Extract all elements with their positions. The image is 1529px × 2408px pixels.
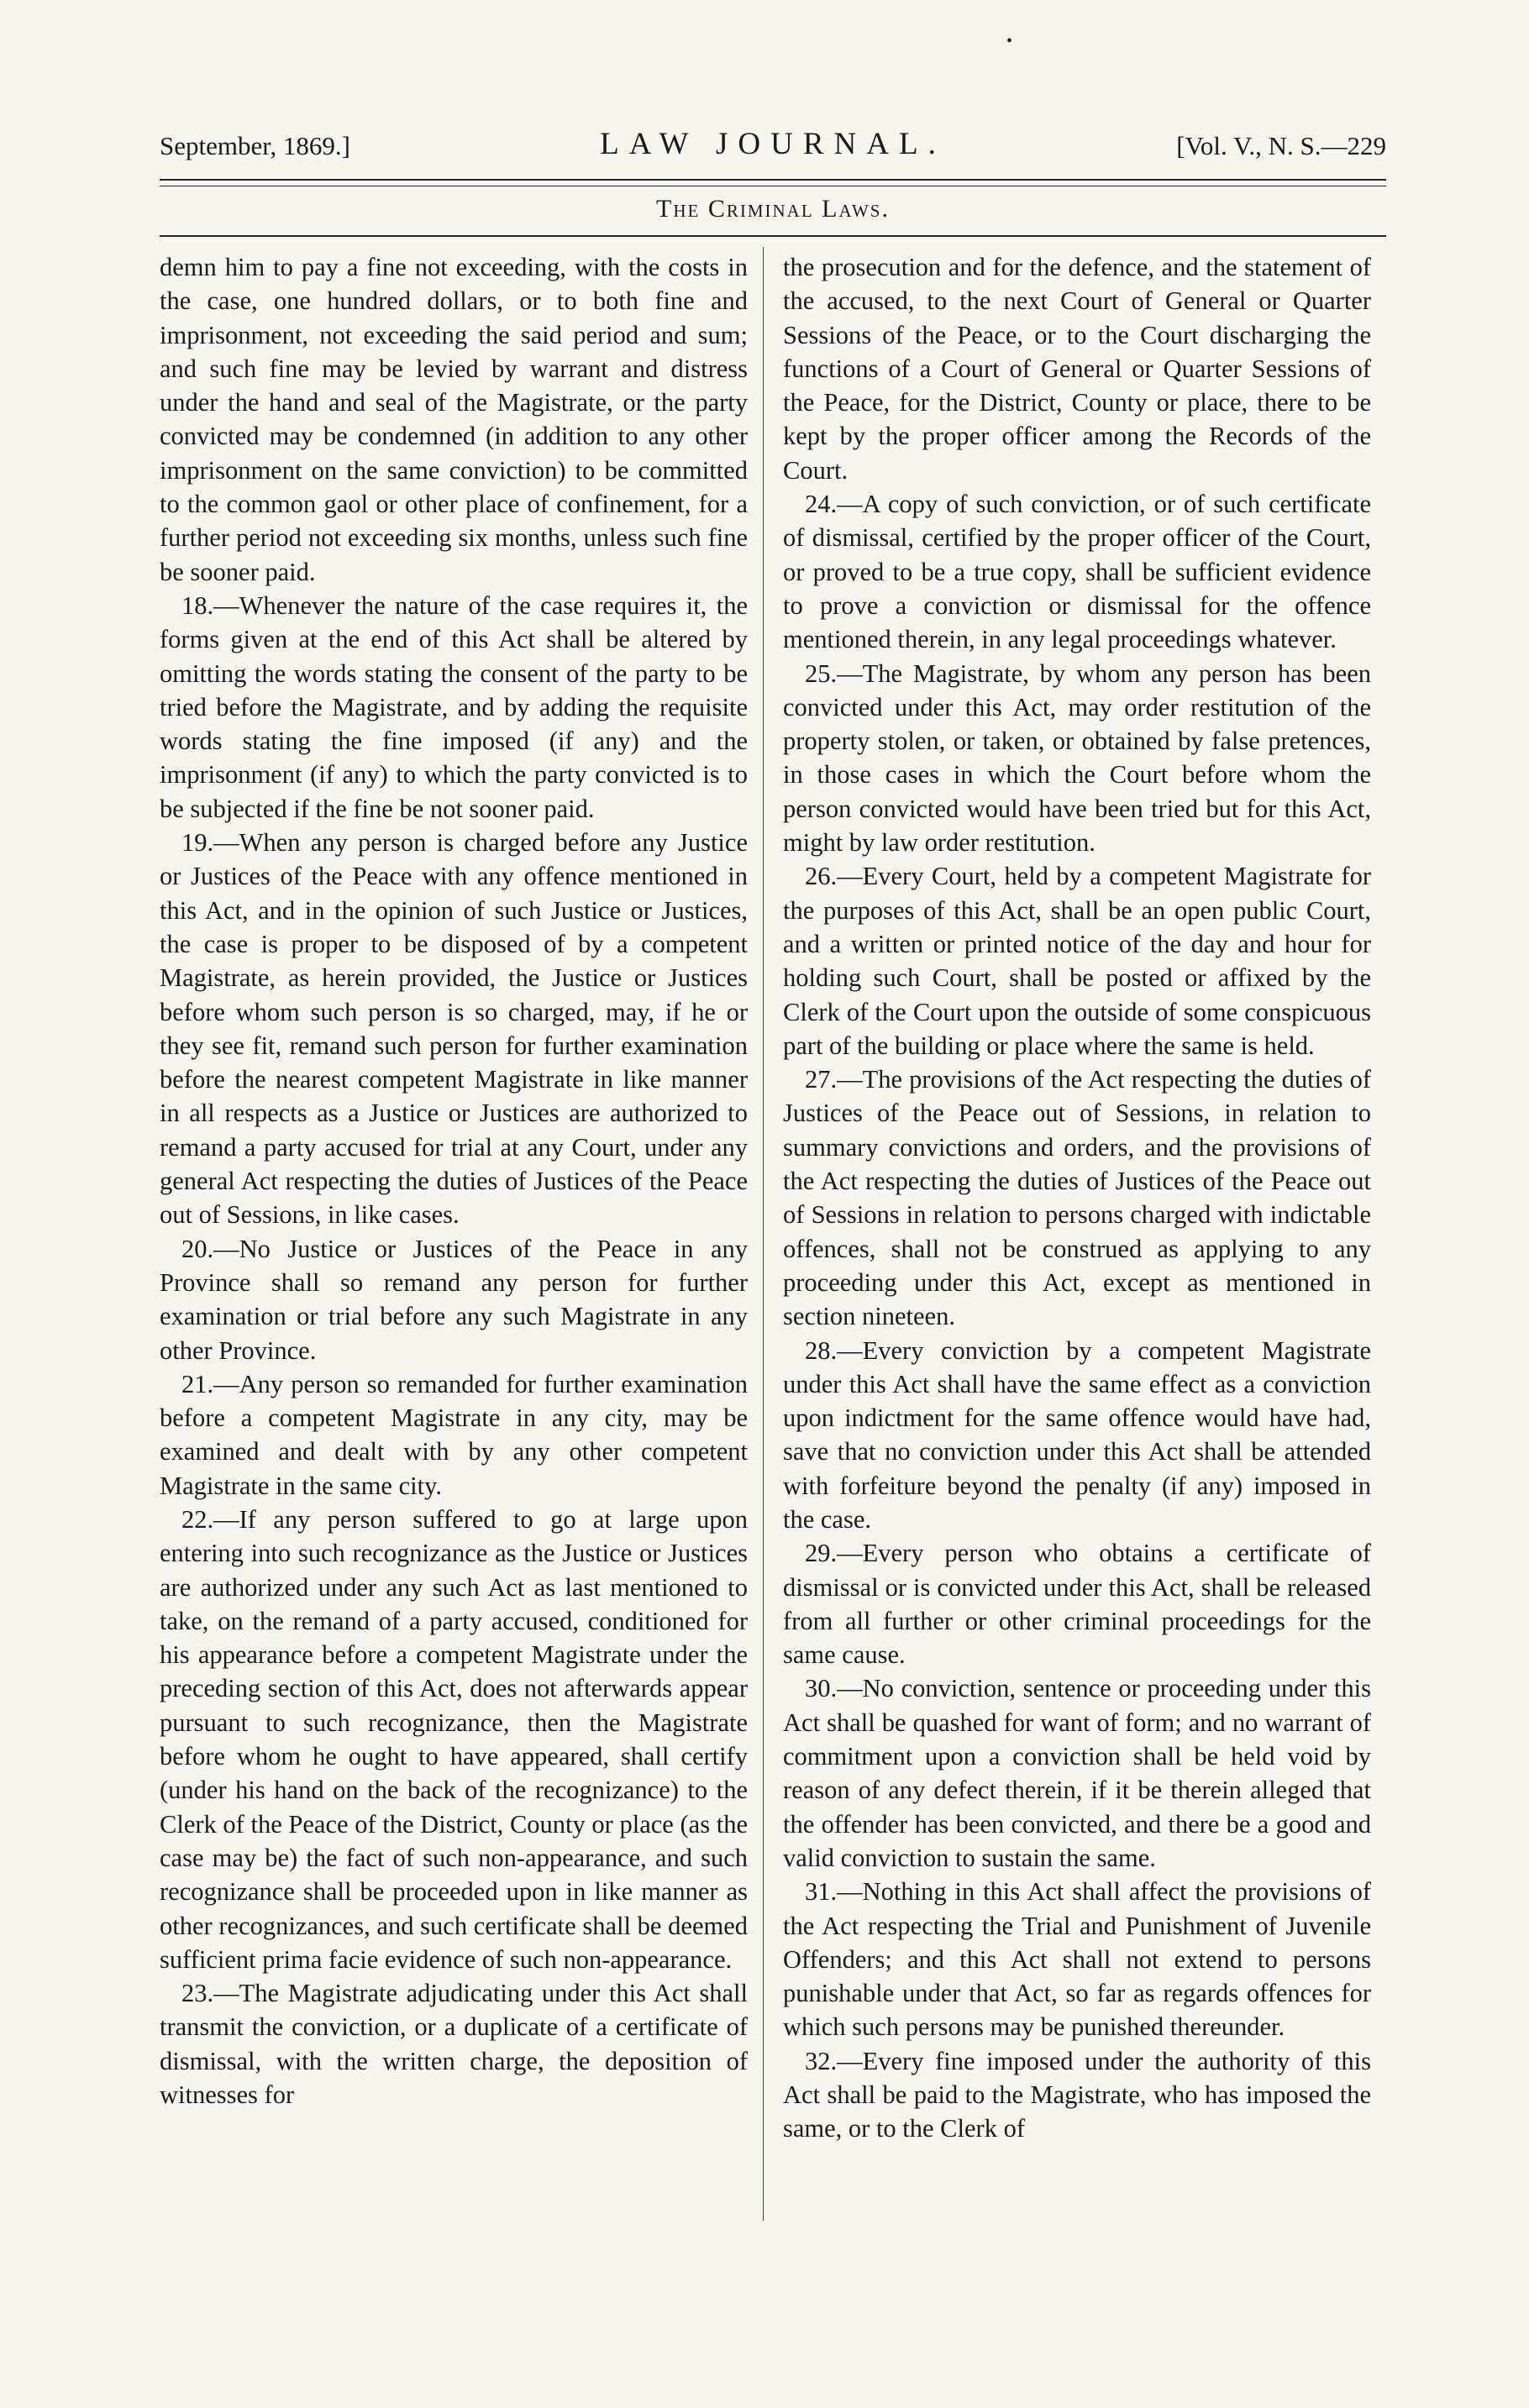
paragraph: 28.—Every conviction by a competent Magistrate under this Act shall have the same effect as a conviction upon indictment for the same offence would have had, save that no conviction under this Act shall be attended with forfeiture beyond the penalty (if any) imposed in the case. — [783, 1335, 1371, 1534]
column-divider — [763, 247, 764, 2221]
header-double-rule — [160, 179, 1386, 186]
paragraph: 32.—Every fine imposed under the authority of this Act shall be paid to the Magistrate, who has imposed the same, or to the Clerk of — [783, 2046, 1371, 2143]
paragraph: 26.—Every Court, held by a competent Magistrate for the purposes of this Act, shall be an open public Court, and a written or printed notice of the day and hour for holding such Court, shall be posted or affixed by the Clerk of the Court upon the outside of some conspicuous part of the building or place where the same is held. — [783, 862, 1371, 1060]
running-head — [160, 126, 1386, 165]
paragraph: 22.—If any person suffered to go at large upon entering into such recognizance as the Justice or Justices are authorized under any such Act as last mentioned to take, on the remand of a party accused, conditioned for his appearance before a competent Magistrate under the preceding section of this Act, does not afterwards appear pursuant to such recognizance, then the Magistrate before whom he ought to have appeared, shall certify (under his hand on the back of the recognizance) to the Clerk of the Peace of the District, County or place (as the case may be) the fact of such non-appearance, and such recognizance shall be proceeded upon in like manner as other recognizances, and such certificate shall be deemed sufficient prima facie evidence of such non-appearance. — [160, 1504, 748, 1974]
volume-page: [Vol. V., N. S.—229 — [1176, 131, 1386, 160]
paragraph: 21.—Any person so remanded for further examination before a competent Magistrate in any city, may be examined and dealt with by any other competent Magistrate in the same city. — [160, 1369, 748, 1500]
stray-mark: • — [1006, 32, 1013, 50]
paragraph: 31.—Nothing in this Act shall affect the provisions of the Act respecting the Trial and Punishment of Juvenile Offenders; and this Act shall not extend to persons punishable under that Act, so far as regards offences for which such persons may be punished thereunder. — [783, 1877, 1371, 2042]
issue-date: September, 1869.] — [160, 131, 350, 160]
paragraph: 20.—No Justice or Justices of the Peace in any Province shall so remand any person for further examination or trial before any such Magistrate in any other Province. — [160, 1234, 748, 1365]
paragraph: 25.—The Magistrate, by whom any person has been convicted under this Act, may order restitution of the property stolen, or taken, or obtained by false pretences, in those cases in which the Court before whom the person convicted would have been tried but for this Act, might by law order restitution. — [783, 658, 1371, 858]
paragraph: demn him to pay a fine not exceeding, with the costs in the case, one hundred dollars, or to both fine and imprisonment, not exceeding the said period and sum; and such fine may be levied by warrant and distress under the hand and seal of the Magistrate, or the party convicted may be condemned (in addition to any other imprisonment on the same conviction) to be committed to the common gaol or other place of confinement, for a further period not exceeding six months, unless such fine be sooner paid. — [160, 253, 748, 586]
section-title: The Criminal Laws. — [656, 195, 890, 223]
header-rule — [160, 235, 1386, 237]
paragraph: 24.—A copy of such conviction, or of such certificate of dismissal, certified by the proper officer of the Court, or proved to be a true copy, shall be sufficient evidence to prove a conviction or dismissal for the offence mentioned therein, in any legal proceedings whatever. — [783, 490, 1371, 654]
paragraph: 30.—No conviction, sentence or proceeding under this Act shall be quashed for want of form; and no warrant of commitment upon a conviction shall be held void by reason of any defect therein, if it be therein alleged that the offender has been convicted, and there be a good and valid conviction to sustain the same. — [783, 1674, 1371, 1872]
paragraph: 19.—When any person is charged before any Justice or Justices of the Peace with any offence mentioned in this Act, and in the opinion of such Justice or Justices, the case is proper to be disposed of by a competent Magistrate, as herein provided, the Justice or Justices before whom such person is so charged, may, if he or they see fit, remand such person for further examination before the nearest competent Magistrate in like manner in all respects as a Justice or Justices are authorized to remand a party accused for trial at any Court, under any general Act respecting the duties of Justices of the Peace out of Sessions, in like cases. — [160, 828, 748, 1230]
left-column — [160, 250, 748, 2112]
paragraph: 27.—The provisions of the Act respecting the duties of Justices of the Peace out of Sessions, in relation to summary convictions and orders, and the provisions of the Act respecting the duties of Justices of the Peace out of Sessions in relation to persons charged with indictable offences, shall not be construed as applying to any proceeding under this Act, except as mentioned in section nineteen. — [783, 1065, 1371, 1331]
paragraph: 29.—Every person who obtains a certificate of dismissal or is convicted under this Act, shall be released from all further or other criminal proceedings for the same cause. — [783, 1539, 1371, 1670]
right-column — [783, 250, 1371, 2146]
paragraph: 23.—The Magistrate adjudicating under this Act shall transmit the conviction, or a duplicate of a certificate of dismissal, with the written charge, the deposition of witnesses for — [160, 1979, 748, 2110]
paragraph: 18.—Whenever the nature of the case requires it, the forms given at the end of this Act shall be altered by omitting the words stating the consent of the party to be tried before the Magistrate, and by adding the requisite words stating the fine imposed (if any) and the imprisonment (if any) to which the party convicted is to be subjected if the fine be not sooner paid. — [160, 590, 748, 823]
journal-title: LAW JOURNAL. — [600, 127, 946, 161]
paragraph: the prosecution and for the defence, and the statement of the accused, to the next Court of General or Quarter Sessions of the Peace, or to the Court discharging the functions of a Court of General or Quarter Sessions of the Peace, for the District, County or place, there to be kept by the proper officer among the Records of the Court. — [783, 253, 1371, 485]
